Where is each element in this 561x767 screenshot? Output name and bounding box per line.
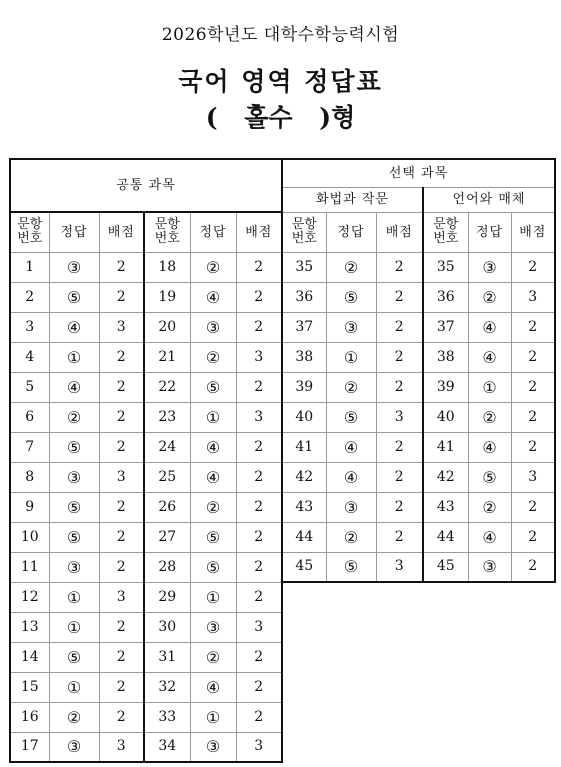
common-right-answer-cell: ③ bbox=[190, 732, 236, 762]
table-row bbox=[10, 672, 282, 702]
eonmae-question-number-cell: 36 bbox=[423, 282, 468, 312]
hwajak-points-cell: 2 bbox=[376, 492, 423, 522]
question-header-line2: 번호 bbox=[17, 231, 43, 247]
common-left-answer-cell: ⑤ bbox=[49, 522, 99, 552]
common-left-answer-cell: ② bbox=[49, 702, 99, 732]
elective-title-row bbox=[282, 159, 555, 187]
common-right-question-number-cell: 34 bbox=[144, 732, 190, 762]
common-right-points-cell: 2 bbox=[236, 252, 282, 282]
question-header-line2: 번호 bbox=[291, 231, 317, 246]
question-header-line1: 문항 bbox=[17, 217, 43, 233]
common-right-points-cell: 2 bbox=[236, 702, 282, 732]
hwajak-points-cell: 2 bbox=[376, 312, 423, 342]
hwajak-answer-cell: ② bbox=[326, 522, 376, 552]
hwajak-question-number-cell: 40 bbox=[282, 402, 326, 432]
hwajak-question-number-cell: 39 bbox=[282, 372, 326, 402]
common-right-answer-cell: ③ bbox=[190, 312, 236, 342]
hwajak-answer-cell: ④ bbox=[326, 432, 376, 462]
common-left-points-cell: 2 bbox=[99, 342, 144, 372]
common-right-points-cell: 3 bbox=[236, 612, 282, 642]
common-left-question-number-cell: 5 bbox=[10, 372, 49, 402]
common-right-answer-cell: ⑤ bbox=[190, 552, 236, 582]
table-row bbox=[282, 372, 555, 402]
question-header-line1: 문항 bbox=[154, 217, 180, 233]
hwajak-answer-cell: ② bbox=[326, 372, 376, 402]
hwajak-points-cell: 2 bbox=[376, 372, 423, 402]
common-left-answer-cell: ⑤ bbox=[49, 432, 99, 462]
table-row bbox=[282, 462, 555, 492]
common-answer-header: 정답 bbox=[190, 212, 236, 252]
common-left-answer-cell: ③ bbox=[49, 252, 99, 282]
common-right-question-number-cell: 30 bbox=[144, 612, 190, 642]
table-row bbox=[10, 342, 282, 372]
common-left-points-cell: 3 bbox=[99, 732, 144, 762]
hwajak-points-cell: 3 bbox=[376, 552, 423, 582]
hwajak-points-cell: 3 bbox=[376, 402, 423, 432]
type-open-paren: ( bbox=[205, 103, 218, 132]
eonmae-question-number-cell: 41 bbox=[423, 432, 468, 462]
common-right-question-number-cell: 33 bbox=[144, 702, 190, 732]
table-row bbox=[10, 492, 282, 522]
table-row bbox=[10, 642, 282, 672]
eonmae-question-number-cell: 38 bbox=[423, 342, 468, 372]
common-left-answer-cell: ⑤ bbox=[49, 492, 99, 522]
exam-type: 홀수 bbox=[244, 103, 293, 132]
common-title-row bbox=[10, 159, 282, 212]
common-right-answer-cell: ⑤ bbox=[190, 522, 236, 552]
eonmae-points-cell: 2 bbox=[511, 252, 555, 282]
common-left-question-number-cell: 13 bbox=[10, 612, 49, 642]
common-left-points-cell: 3 bbox=[99, 312, 144, 342]
hwajak-points-cell: 2 bbox=[376, 522, 423, 552]
type-close-paren: )형 bbox=[319, 103, 356, 132]
common-left-answer-cell: ⑤ bbox=[49, 282, 99, 312]
table-row bbox=[10, 732, 282, 762]
common-left-points-cell: 2 bbox=[99, 612, 144, 642]
common-left-points-cell: 2 bbox=[99, 492, 144, 522]
hwajak-question-number-cell: 37 bbox=[282, 312, 326, 342]
table-row bbox=[10, 462, 282, 492]
eonmae-points-cell: 2 bbox=[511, 402, 555, 432]
common-right-answer-cell: ② bbox=[190, 342, 236, 372]
hwajak-question-number-cell: 35 bbox=[282, 252, 326, 282]
table-row bbox=[10, 612, 282, 642]
eonmae-question-number-cell: 44 bbox=[423, 522, 468, 552]
common-right-question-number-cell: 23 bbox=[144, 402, 190, 432]
common-right-question-number-cell: 27 bbox=[144, 522, 190, 552]
table-row bbox=[282, 342, 555, 372]
eonmae-question-number-cell: 35 bbox=[423, 252, 468, 282]
common-left-points-cell: 2 bbox=[99, 282, 144, 312]
common-right-question-number-cell: 29 bbox=[144, 582, 190, 612]
eonmae-question-number-cell: 39 bbox=[423, 372, 468, 402]
table-row bbox=[10, 522, 282, 552]
common-answer-table bbox=[9, 158, 283, 763]
hwajak-question-number-cell: 44 bbox=[282, 522, 326, 552]
common-left-answer-cell: ② bbox=[49, 402, 99, 432]
hwajak-answer-cell: ⑤ bbox=[326, 282, 376, 312]
elective-header-row bbox=[282, 212, 555, 252]
table-row bbox=[282, 402, 555, 432]
eonmae-points-cell: 2 bbox=[511, 552, 555, 582]
table-row bbox=[282, 312, 555, 342]
eonmae-points-cell: 2 bbox=[511, 312, 555, 342]
common-left-answer-cell: ⑤ bbox=[49, 642, 99, 672]
common-right-question-number-cell: 28 bbox=[144, 552, 190, 582]
common-left-answer-cell: ① bbox=[49, 672, 99, 702]
common-left-question-number-cell: 2 bbox=[10, 282, 49, 312]
eonmae-points-cell: 3 bbox=[511, 282, 555, 312]
common-question-number-header bbox=[144, 212, 190, 252]
common-points-header: 배점 bbox=[99, 212, 144, 252]
common-right-question-number-cell: 20 bbox=[144, 312, 190, 342]
table-row bbox=[10, 372, 282, 402]
common-right-answer-cell: ③ bbox=[190, 612, 236, 642]
hwajak-question-number-cell: 43 bbox=[282, 492, 326, 522]
eonmae-points-cell: 2 bbox=[511, 522, 555, 552]
common-left-points-cell: 2 bbox=[99, 432, 144, 462]
eonmae-answer-cell: ② bbox=[468, 402, 511, 432]
eonmae-points-header: 배점 bbox=[511, 212, 555, 252]
table-row bbox=[282, 432, 555, 462]
common-right-points-cell: 2 bbox=[236, 432, 282, 462]
common-right-question-number-cell: 26 bbox=[144, 492, 190, 522]
table-row bbox=[10, 582, 282, 612]
table-row bbox=[10, 432, 282, 462]
common-question-number-header bbox=[10, 212, 49, 252]
common-right-points-cell: 2 bbox=[236, 462, 282, 492]
eonmae-question-number-cell: 40 bbox=[423, 402, 468, 432]
hwajak-question-number-cell: 42 bbox=[282, 462, 326, 492]
common-right-points-cell: 2 bbox=[236, 522, 282, 552]
common-right-answer-cell: ① bbox=[190, 702, 236, 732]
eonmae-answer-cell: ③ bbox=[468, 552, 511, 582]
table-row bbox=[10, 702, 282, 732]
common-left-question-number-cell: 4 bbox=[10, 342, 49, 372]
common-right-answer-cell: ② bbox=[190, 492, 236, 522]
hwajak-answer-cell: ② bbox=[326, 252, 376, 282]
common-left-question-number-cell: 10 bbox=[10, 522, 49, 552]
common-left-answer-cell: ④ bbox=[49, 372, 99, 402]
common-left-question-number-cell: 15 bbox=[10, 672, 49, 702]
eonmae-answer-cell: ④ bbox=[468, 342, 511, 372]
common-header-row bbox=[10, 212, 282, 252]
common-left-points-cell: 2 bbox=[99, 672, 144, 702]
common-left-points-cell: 2 bbox=[99, 252, 144, 282]
eonmae-question-number-header bbox=[423, 212, 468, 252]
table-row bbox=[282, 492, 555, 522]
hwajak-answer-cell: ④ bbox=[326, 462, 376, 492]
common-right-answer-cell: ④ bbox=[190, 462, 236, 492]
common-left-points-cell: 2 bbox=[99, 552, 144, 582]
eonmae-answer-cell: ② bbox=[468, 492, 511, 522]
common-answer-header: 정답 bbox=[49, 212, 99, 252]
common-right-points-cell: 2 bbox=[236, 282, 282, 312]
common-right-answer-cell: ⑤ bbox=[190, 372, 236, 402]
common-right-question-number-cell: 32 bbox=[144, 672, 190, 702]
common-left-answer-cell: ③ bbox=[49, 552, 99, 582]
common-left-question-number-cell: 1 bbox=[10, 252, 49, 282]
common-left-question-number-cell: 17 bbox=[10, 732, 49, 762]
eonmae-answer-cell: ④ bbox=[468, 432, 511, 462]
common-left-answer-cell: ① bbox=[49, 612, 99, 642]
question-header-line1: 문항 bbox=[291, 217, 317, 232]
common-left-answer-cell: ③ bbox=[49, 732, 99, 762]
table-row bbox=[10, 282, 282, 312]
common-left-points-cell: 3 bbox=[99, 462, 144, 492]
eonmae-question-number-cell: 43 bbox=[423, 492, 468, 522]
common-left-answer-cell: ① bbox=[49, 582, 99, 612]
common-right-points-cell: 2 bbox=[236, 492, 282, 522]
eonmae-points-cell: 2 bbox=[511, 492, 555, 522]
common-left-question-number-cell: 14 bbox=[10, 642, 49, 672]
common-right-points-cell: 2 bbox=[236, 642, 282, 672]
common-left-points-cell: 2 bbox=[99, 642, 144, 672]
hwajak-subject-label: 화법과 작문 bbox=[282, 187, 423, 212]
exam-type-line bbox=[0, 98, 561, 134]
eonmae-subject-label: 언어와 매체 bbox=[423, 187, 555, 212]
hwajak-answer-cell: ① bbox=[326, 342, 376, 372]
common-left-question-number-cell: 12 bbox=[10, 582, 49, 612]
common-left-points-cell: 2 bbox=[99, 402, 144, 432]
common-left-question-number-cell: 7 bbox=[10, 432, 49, 462]
common-left-question-number-cell: 6 bbox=[10, 402, 49, 432]
question-header-line2: 번호 bbox=[433, 231, 459, 246]
common-right-answer-cell: ① bbox=[190, 582, 236, 612]
common-right-question-number-cell: 18 bbox=[144, 252, 190, 282]
hwajak-points-cell: 2 bbox=[376, 252, 423, 282]
elective-answer-table bbox=[281, 158, 556, 583]
common-right-points-cell: 2 bbox=[236, 312, 282, 342]
table-row bbox=[10, 252, 282, 282]
common-right-answer-cell: ② bbox=[190, 642, 236, 672]
table-row bbox=[282, 522, 555, 552]
common-right-answer-cell: ④ bbox=[190, 282, 236, 312]
eonmae-answer-cell: ② bbox=[468, 282, 511, 312]
eonmae-answer-cell: ③ bbox=[468, 252, 511, 282]
elective-subject-title: 선택 과목 bbox=[282, 159, 555, 187]
hwajak-answer-cell: ③ bbox=[326, 312, 376, 342]
common-right-points-cell: 2 bbox=[236, 672, 282, 702]
eonmae-answer-cell: ④ bbox=[468, 312, 511, 342]
eonmae-question-number-cell: 37 bbox=[423, 312, 468, 342]
common-left-question-number-cell: 8 bbox=[10, 462, 49, 492]
table-row bbox=[10, 402, 282, 432]
common-right-answer-cell: ② bbox=[190, 252, 236, 282]
table-row bbox=[282, 282, 555, 312]
common-right-answer-cell: ④ bbox=[190, 672, 236, 702]
eonmae-answer-header: 정답 bbox=[468, 212, 511, 252]
common-right-question-number-cell: 21 bbox=[144, 342, 190, 372]
common-right-answer-cell: ④ bbox=[190, 432, 236, 462]
common-points-header: 배점 bbox=[236, 212, 282, 252]
eonmae-points-cell: 2 bbox=[511, 342, 555, 372]
common-left-question-number-cell: 11 bbox=[10, 552, 49, 582]
common-subject-title: 공통 과목 bbox=[10, 159, 282, 212]
hwajak-question-number-cell: 45 bbox=[282, 552, 326, 582]
hwajak-answer-header: 정답 bbox=[326, 212, 376, 252]
common-left-question-number-cell: 16 bbox=[10, 702, 49, 732]
table-row bbox=[282, 252, 555, 282]
hwajak-question-number-cell: 38 bbox=[282, 342, 326, 372]
eonmae-points-cell: 2 bbox=[511, 432, 555, 462]
question-header-line2: 번호 bbox=[154, 231, 180, 247]
common-right-points-cell: 2 bbox=[236, 582, 282, 612]
common-left-points-cell: 2 bbox=[99, 702, 144, 732]
hwajak-points-header: 배점 bbox=[376, 212, 423, 252]
hwajak-question-number-cell: 41 bbox=[282, 432, 326, 462]
common-right-question-number-cell: 31 bbox=[144, 642, 190, 672]
hwajak-question-number-cell: 36 bbox=[282, 282, 326, 312]
common-right-points-cell: 2 bbox=[236, 372, 282, 402]
common-right-points-cell: 3 bbox=[236, 732, 282, 762]
eonmae-question-number-cell: 45 bbox=[423, 552, 468, 582]
hwajak-points-cell: 2 bbox=[376, 462, 423, 492]
hwajak-answer-cell: ⑤ bbox=[326, 552, 376, 582]
question-header-line1: 문항 bbox=[433, 217, 459, 232]
common-left-points-cell: 2 bbox=[99, 372, 144, 402]
common-left-question-number-cell: 3 bbox=[10, 312, 49, 342]
common-right-question-number-cell: 24 bbox=[144, 432, 190, 462]
eonmae-answer-cell: ① bbox=[468, 372, 511, 402]
common-right-answer-cell: ① bbox=[190, 402, 236, 432]
subject-title: 국어 영역 정답표 bbox=[178, 67, 383, 96]
common-right-points-cell: 2 bbox=[236, 552, 282, 582]
hwajak-points-cell: 2 bbox=[376, 432, 423, 462]
hwajak-answer-cell: ⑤ bbox=[326, 402, 376, 432]
common-right-question-number-cell: 22 bbox=[144, 372, 190, 402]
eonmae-points-cell: 3 bbox=[511, 462, 555, 492]
table-row bbox=[282, 552, 555, 582]
common-left-question-number-cell: 9 bbox=[10, 492, 49, 522]
common-right-points-cell: 3 bbox=[236, 342, 282, 372]
table-row bbox=[10, 312, 282, 342]
exam-title: 2026학년도 대학수학능력시험 bbox=[161, 25, 400, 45]
eonmae-points-cell: 2 bbox=[511, 372, 555, 402]
common-left-points-cell: 3 bbox=[99, 582, 144, 612]
hwajak-answer-cell: ③ bbox=[326, 492, 376, 522]
hwajak-question-number-header bbox=[282, 212, 326, 252]
common-left-answer-cell: ④ bbox=[49, 312, 99, 342]
table-row bbox=[10, 552, 282, 582]
common-right-question-number-cell: 19 bbox=[144, 282, 190, 312]
elective-subject-row bbox=[282, 187, 555, 212]
hwajak-points-cell: 2 bbox=[376, 342, 423, 372]
common-left-answer-cell: ③ bbox=[49, 462, 99, 492]
common-left-points-cell: 2 bbox=[99, 522, 144, 552]
common-right-question-number-cell: 25 bbox=[144, 462, 190, 492]
eonmae-question-number-cell: 42 bbox=[423, 462, 468, 492]
eonmae-answer-cell: ④ bbox=[468, 522, 511, 552]
common-right-points-cell: 3 bbox=[236, 402, 282, 432]
eonmae-answer-cell: ⑤ bbox=[468, 462, 511, 492]
hwajak-points-cell: 2 bbox=[376, 282, 423, 312]
common-left-answer-cell: ① bbox=[49, 342, 99, 372]
